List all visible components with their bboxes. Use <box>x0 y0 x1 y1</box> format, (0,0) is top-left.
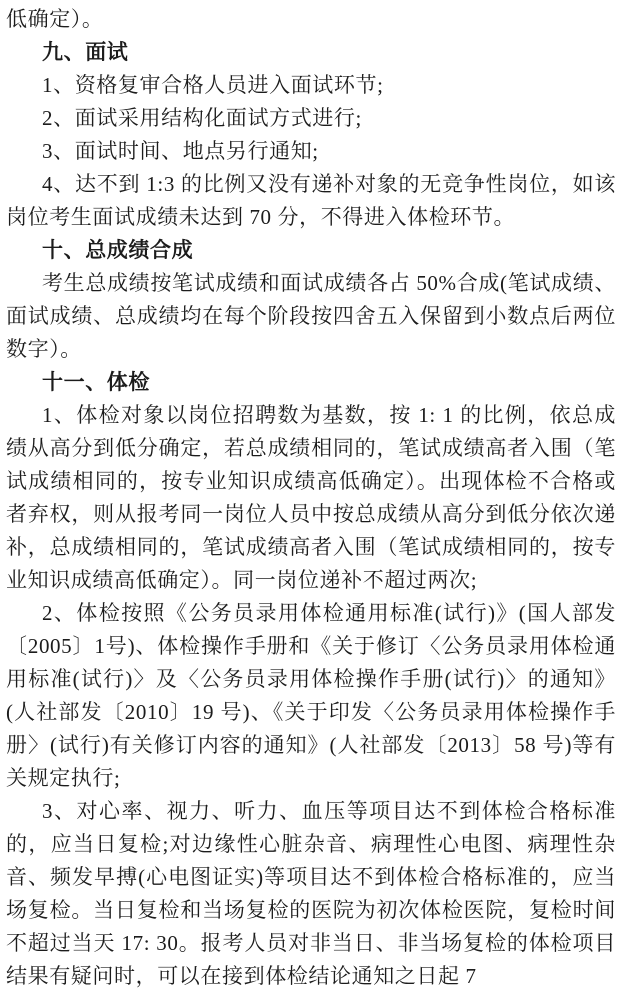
paragraph-continuation-from-previous-page: 低确定）。 <box>6 7 104 31</box>
paragraph-physical-exam-item-2: 2、体检按照《公务员录用体检通用标准(试行)》(国人部发〔2005〕1号)、体检操作手册和《关于修订〈公务员录用体检通用标准(试行)〉及〈公务员录用体检操作手册(试行)〉的通知》(人社部发〔2010〕19 号)、《关于印发〈公务员录用体检操作手册〉(试行)有关修订内容的通知》(人社部发〔2013〕58 号)等有关规定执行; <box>6 601 616 790</box>
section-heading-interview: 九、面试 <box>42 41 129 64</box>
paragraph-physical-exam-item-1: 1、体检对象以岗位招聘数为基数，按 1: 1 的比例，依总成绩从高分到低分确定，若总成绩相同的，笔试成绩高者入围（笔试成绩相同的，按专业知识成绩高低确定）。出现体检不合格或者弃权，则从报考同一岗位人员中按总成绩从高分到低分依次递补，总成绩相同的，笔试成绩高者入围（笔试成绩相同的，按专业知识成绩高低确定）。同一岗位递补不超过两次; <box>6 403 616 592</box>
paragraph-interview-item-3: 3、面试时间、地点另行通知; <box>42 139 319 163</box>
paragraph-interview-item-2: 2、面试采用结构化面试方式进行; <box>42 106 362 130</box>
section-heading-total-score: 十、总成绩合成 <box>42 239 194 262</box>
paragraph-interview-item-1: 1、资格复审合格人员进入面试环节; <box>42 73 384 97</box>
paragraph-total-score: 考生总成绩按笔试成绩和面试成绩各占 50%合成(笔试成绩、面试成绩、总成绩均在每个阶段按四舍五入保留到小数点后两位数字）。 <box>6 271 616 361</box>
paragraph-interview-item-4: 4、达不到 1:3 的比例又没有递补对象的无竞争性岗位，如该岗位考生面试成绩未达到 70 分，不得进入体检环节。 <box>6 172 616 229</box>
paragraph-physical-exam-item-3: 3、对心率、视力、听力、血压等项目达不到体检合格标准的，应当日复检;对边缘性心脏杂音、病理性心电图、病理性杂音、频发早搏(心电图证实)等项目达不到体检合格标准的，应当场复检。当日复检和当场复检的医院为初次体检医院，复检时间不超过当天 17: 30。报考人员对非当日、非当场复检的体检项目结果有疑问时，可以在接到体检结论通知之日起 7 <box>6 799 616 988</box>
section-heading-physical-exam: 十一、体检 <box>42 371 150 394</box>
